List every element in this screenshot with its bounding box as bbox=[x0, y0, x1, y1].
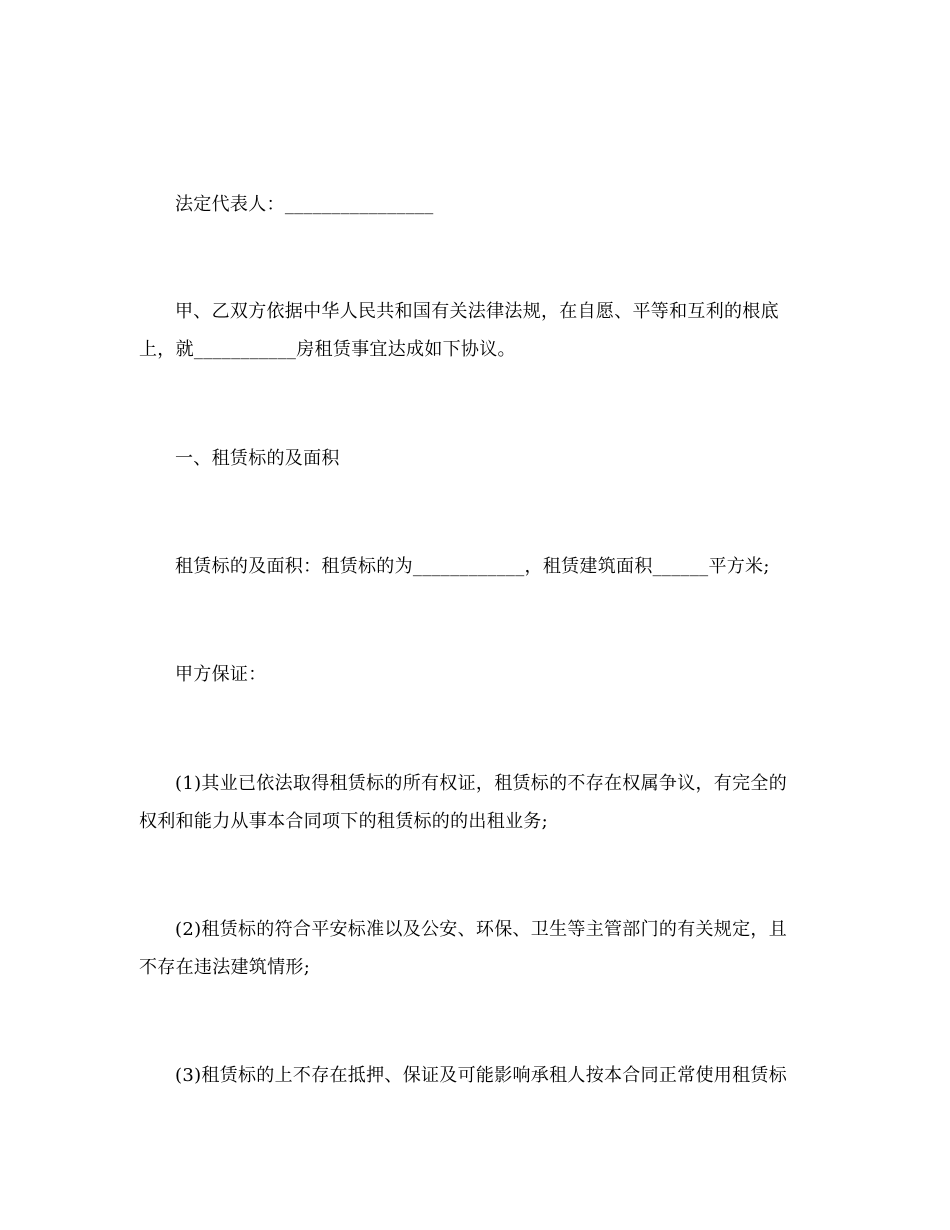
guarantee-item-2-line-1: (2)租赁标的符合平安标准以及公安、环保、卫生等主管部门的有关规定，且 bbox=[175, 919, 787, 940]
lease-area-middle: ，租赁建筑面积 bbox=[524, 556, 653, 577]
section-1-heading: 一、租赁标的及面积 bbox=[175, 448, 340, 469]
lease-object-blank: ____________ bbox=[412, 556, 525, 577]
guarantee-item-1-line-2: 权利和能力从事本合同项下的租赁标的的出租业务; bbox=[139, 811, 548, 832]
intro-paragraph-line-1: 甲、乙双方依据中华人民共和国有关法律法规，在自愿、平等和互利的根底 bbox=[175, 301, 779, 322]
lease-area-prefix: 租赁标的及面积：租赁标的为 bbox=[175, 556, 413, 577]
floor-area-blank: ______ bbox=[652, 556, 709, 577]
guarantee-item-1-line-1: (1)其业已依法取得租赁标的所有权证，租赁标的不存在权属争议，有完全的 bbox=[175, 773, 787, 794]
house-blank: ___________ bbox=[193, 339, 297, 360]
intro-line2-prefix: 上，就 bbox=[139, 339, 194, 360]
intro-line2-suffix: 房租赁事宜达成如下协议。 bbox=[296, 339, 516, 360]
legal-representative-line bbox=[139, 196, 855, 214]
legal-representative-label: 法定代表人： bbox=[175, 194, 285, 215]
guarantee-item-2-line-2: 不存在违法建筑情形; bbox=[139, 957, 311, 978]
intro-paragraph-line-2 bbox=[139, 341, 819, 359]
guarantee-item-3-line-1: (3)租赁标的上不存在抵押、保证及可能影响承租人按本合同正常使用租赁标 bbox=[175, 1065, 787, 1086]
lease-area-suffix: 平方米; bbox=[708, 556, 770, 577]
party-a-guarantee-heading: 甲方保证： bbox=[175, 664, 267, 685]
lease-area-line bbox=[139, 558, 855, 576]
legal-representative-blank: ________________ bbox=[284, 194, 434, 215]
